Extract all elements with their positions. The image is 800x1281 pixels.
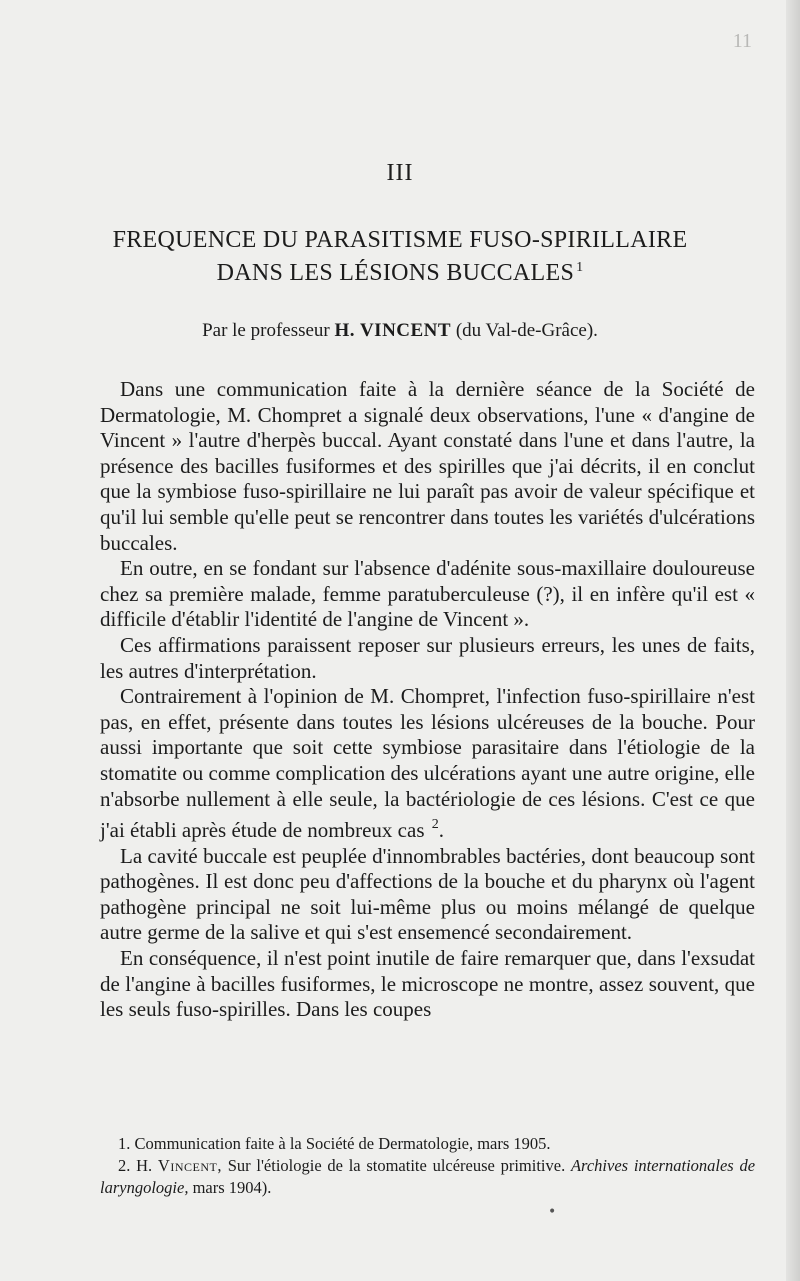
paragraph: En conséquence, il n'est point inutile de faire remarquer que, dans l'exsudat de l'angine à bacilles fusiformes, le microscope ne montre, assez souvent, que les seuls fuso-spirilles. Dans les coupes [100,946,755,1022]
footnote-2-date: mars 1904). [192,1178,272,1197]
footnotes [100,1133,755,1199]
article-title-line-1 [0,227,800,254]
article-body [100,377,755,1023]
article-title-line-2 [0,260,800,287]
paragraph-end: . [438,818,444,843]
footnote-2 [100,1155,755,1199]
paragraph: Dans une communication faite à la dernière séance de la Société de Dermatologie, M. Chompret a signalé deux observations, l'une « d'angine de Vincent » l'autre d'herpès buccal. Ayant constaté dans l'une et dans l'autre, la présence des bacilles fusiformes et des spirilles que j'ai décrits, il en conclut que la symbiose fuso-spirillaire ne lui paraît pas avoir de valeur spécifique et qu'il lui semble qu'elle peut se rencontrer dans toutes les variétés d'ulcérations buccales. [100,377,755,555]
footnote-2-text: Sur l'étiologie de la stomatite ulcéreuse primitive. [227,1156,566,1175]
paragraph: En outre, en se fondant sur l'absence d'adénite sous-maxillaire douloureuse chez sa première malade, femme paratuberculeuse (?), il en infère qu'il est « difficile d'établir l'identité de l'angine de Vincent ». [100,556,755,632]
section-numeral: III [386,160,414,186]
footnote-2-journal: Archives internationales de laryngologie, [100,1156,756,1197]
ink-speck: • [548,1204,557,1220]
byline [0,320,800,342]
paragraph: Ces affirmations paraissent reposer sur plusieurs erreurs, les unes de faits, les autres d'interprétation. [100,632,755,683]
footnote-ref-1: 1 [576,260,584,275]
paragraph: La cavité buccale est peuplée d'innombrables bactéries, dont beaucoup sont pathogènes. Il est donc peu d'affections de la bouche et du pharynx où l'agent pathogène principal ne soit lui-même plus ou moins mélangé de quelque autre germe de la salive et qui s'est ensemencé secondairement. [100,843,755,945]
footnote-1: 1. Communication faite à la Société de Dermatologie, mars 1905. [118,1134,551,1153]
byline-affiliation: (du Val-de-Grâce). [455,320,598,341]
paragraph-with-note [100,684,755,844]
page-edge [786,0,800,1281]
footnote-2-number: 2. H. [118,1156,153,1175]
byline-prefix: Par le professeur [202,320,330,341]
footnote-2-author: Vincent, [157,1156,222,1175]
title-line-1-text: FREQUENCE DU PARASITISME FUSO-SPIRILLAIRE [112,227,688,253]
paragraph-text: Contrairement à l'opinion de M. Chompret, l'infection fuso-spirillaire n'est pas, en effet, présente dans toutes les lésions ulcéreuses de la bouche. Pour aussi importante que soit cette symbiose parasitaire dans l'étiologie de la stomatite ou comme complication des ulcérations ayant une autre origine, elle n'absorbe nullement à elle seule, la bactériologie de ces lésions. C'est ce que j'ai établi après étude de nombreux cas [100,684,755,843]
byline-author: H. VINCENT [334,320,452,341]
page-number: 11 [732,30,752,52]
footnote-ref-2: 2 [431,817,439,833]
title-line-2-text: DANS LES LÉSIONS BUCCALES [216,260,575,286]
